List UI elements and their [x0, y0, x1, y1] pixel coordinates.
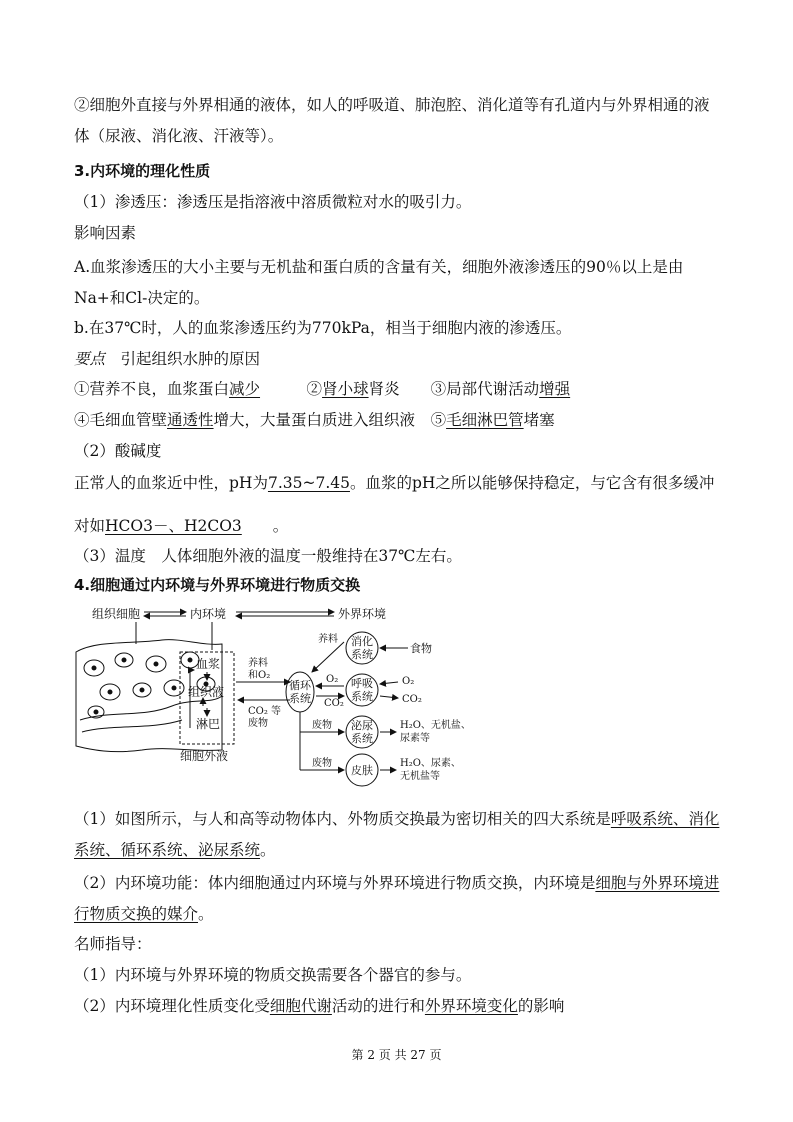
- label-digestive-system: 消化: [351, 635, 373, 648]
- label-plasma: 血浆: [196, 657, 221, 671]
- osmotic-pressure-definition: （1）渗透压：渗透压是指溶液中溶质微粒对水的吸引力。: [74, 193, 472, 211]
- label-nutrients-o2: 养料: [248, 658, 268, 669]
- label-co2-resp: CO₂: [402, 694, 422, 705]
- label-skin: 皮肤: [351, 764, 373, 777]
- paragraph-external-fluids: ②细胞外直接与外界相通的液体，如人的呼吸道、肺泡腔、消化道等有孔道内与外界相通的液体（尿液、消化液、汗液等）。: [74, 96, 710, 145]
- ph-title: （2）酸碱度: [74, 442, 162, 460]
- factor-b: b.在37℃时，人的血浆渗透压约为770kPa，相当于细胞内液的渗透压。: [74, 319, 572, 337]
- ph-paragraph: 正常人的血浆近中性，pH为7.35~7.45。血浆的pH之所以能够保持稳定，与它含有很多缓冲: [74, 474, 715, 492]
- label-co2-waste-2: 废物: [248, 718, 268, 729]
- label-tissue-fluid: 组织液: [188, 685, 225, 699]
- label-o2-circ: O₂: [326, 674, 339, 685]
- label-food: 食物: [410, 642, 432, 655]
- label-co2-circ: CO₂: [324, 698, 344, 709]
- key-point-title: 要点 引起组织水肿的原因: [74, 350, 261, 368]
- factors-title: 影响因素: [74, 224, 137, 242]
- section-heading-3: 3.内环境的理化性质: [74, 162, 211, 180]
- label-extracellular-fluid: 细胞外液: [180, 749, 229, 763]
- label-skin-output: H₂O、尿素、: [400, 758, 461, 769]
- label-skin-output-2: 无机盐等: [400, 771, 440, 782]
- teacher-tip-1: （1）内环境与外界环境的物质交换需要各个器官的参与。: [74, 966, 472, 984]
- label-urinary-system: 泌尿: [351, 719, 373, 732]
- page-number: 第 2 页 共 27 页: [351, 1048, 442, 1062]
- edema-causes-row-1: ①营养不良，血浆蛋白减少 ②肾小球肾炎 ③局部代谢活动增强: [74, 380, 571, 398]
- label-circulatory-system-2: 系统: [289, 692, 311, 705]
- factor-a: A.血浆渗透压的大小主要与无机盐和蛋白质的含量有关，细胞外液渗透压的90％以上是由Na+和Cl-决定的。: [74, 258, 684, 307]
- label-o2-resp: O₂: [402, 676, 415, 687]
- label-tissue-cells: 组织细胞: [92, 607, 141, 621]
- question-1: （1）如图所示，与人和高等动物体内、外物质交换最为密切相关的四大系统是呼吸系统、消化系统、循环系统、泌尿系统。: [74, 810, 720, 859]
- label-urinary-system-2: 系统: [351, 732, 373, 745]
- label-nutrients-o2-2: 和O₂: [248, 670, 271, 681]
- label-respiratory-system: 呼吸: [351, 677, 373, 690]
- question-2: （2）内环境功能：体内细胞通过内环境与外界环境进行物质交换，内环境是细胞与外界环境进行物质交换的媒介。: [74, 874, 720, 923]
- material-exchange-diagram: [72, 600, 472, 790]
- label-digestive-system-2: 系统: [351, 648, 373, 661]
- label-urinary-output-2: 尿素等: [400, 733, 430, 744]
- ph-buffer-line: 对如HCO3－、H2CO3 。: [74, 517, 289, 535]
- teacher-tips-title: 名师指导：: [74, 935, 152, 953]
- section-heading-4: 4.细胞通过内环境与外界环境进行物质交换: [74, 576, 361, 594]
- label-internal-environment: 内环境: [190, 607, 227, 621]
- temperature-line: （3）温度 人体细胞外液的温度一般维持在37℃左右。: [74, 547, 462, 565]
- label-circulatory-system: 循环: [289, 679, 311, 692]
- label-co2-waste: CO₂ 等: [248, 706, 282, 717]
- teacher-tip-2: （2）内环境理化性质变化受细胞代谢活动的进行和外界环境变化的影响: [74, 997, 565, 1015]
- label-waste-urinary: 废物: [312, 720, 332, 731]
- label-respiratory-system-2: 系统: [351, 690, 373, 703]
- label-waste-skin: 废物: [312, 758, 332, 769]
- label-nutrients: 养料: [318, 634, 338, 645]
- edema-causes-row-2: ④毛细血管壁通透性增大，大量蛋白质进入组织液 ⑤毛细淋巴管堵塞: [74, 411, 555, 429]
- label-external-environment: 外界环境: [338, 607, 387, 621]
- label-lymph: 淋巴: [196, 717, 221, 731]
- label-urinary-output: H₂O、无机盐、: [400, 720, 471, 731]
